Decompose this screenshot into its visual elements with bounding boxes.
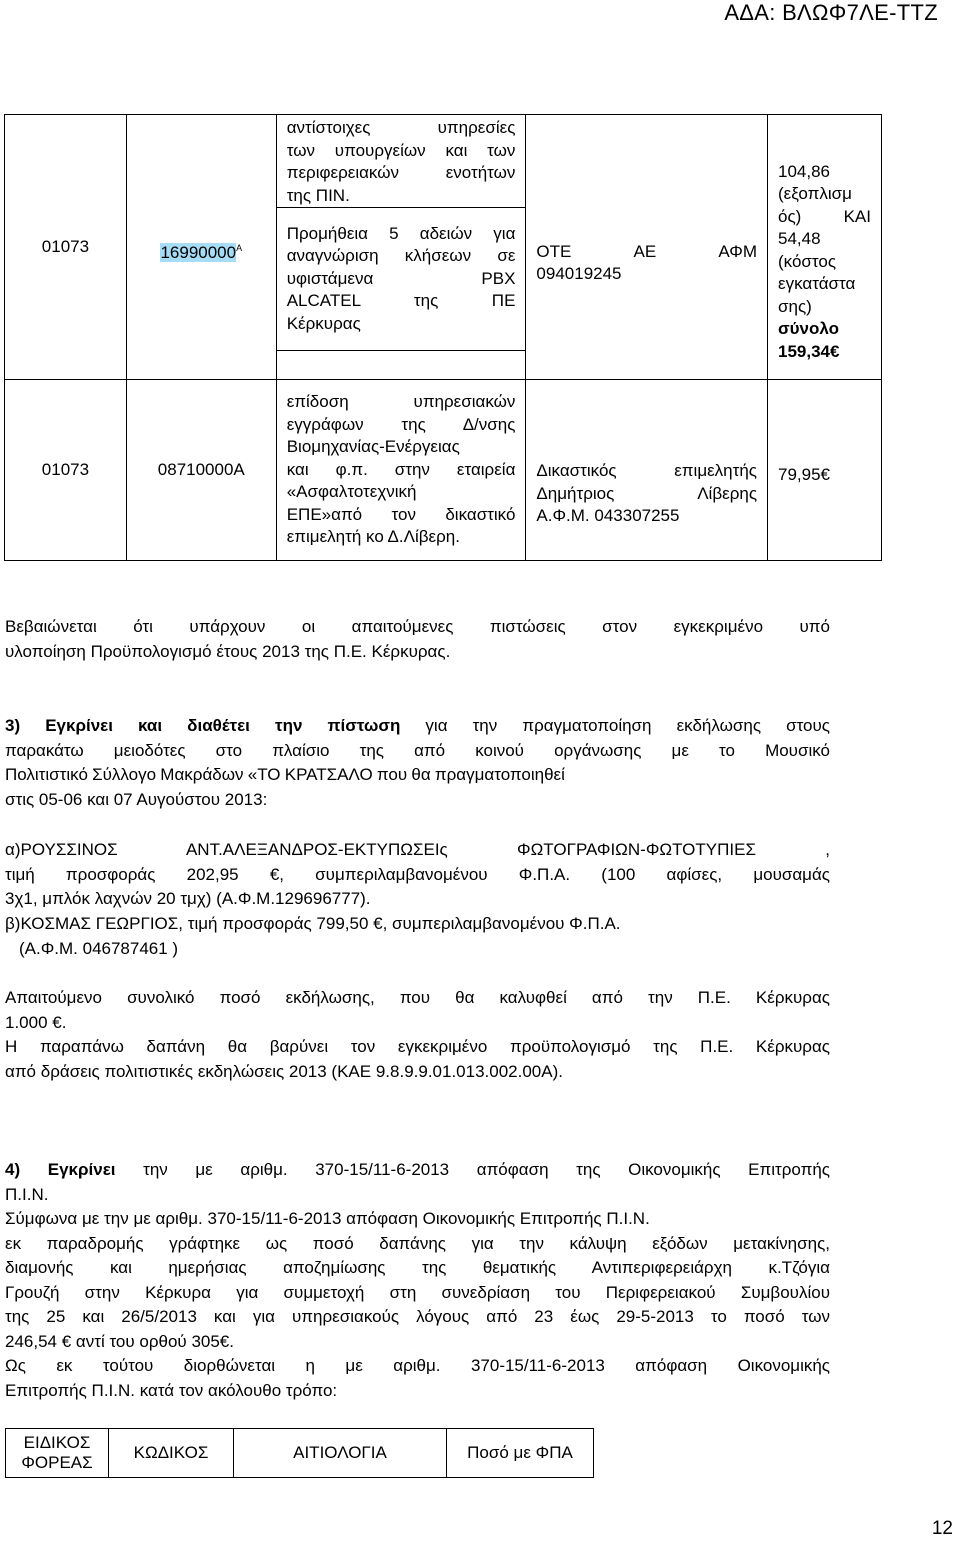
- credits-table: [4, 114, 882, 561]
- ada-header: ΑΔΑ: ΒΛΩΦ7ΛΕ-ΤΤΖ: [724, 0, 938, 25]
- amount-cell: 79,95€: [768, 380, 882, 561]
- decision-4: 4) Εγκρίνει την με αριθμ. 370-15/11-6-2013 απόφαση της Οικονομικής Επιτροπής Π.Ι.Ν. Σύμφωνα με την με αριθμ. 370-15/11-6-2013 απόφαση Οικονομικής Επιτροπής Π.Ι.Ν. εκ παραδρομής γράφτηκε ως ποσό δαπάνης για την κάλυψη εξόδων μετακίνησης, διαμονής και ημερήσιας αποζημίωσης της θεματικής Αντιπεριφερειάρχη κ.Τζόγια Γρουζή στην Κέρκυρα για συμμετοχή στη συνεδρίαση του Περιφερειακού Συμβουλίου της 25 και 26/5/2013 και για υπηρεσιακούς λόγους από 23 έως 29-5-2013 το ποσό των 246,54 € αντί του ορθού 305€. Ως εκ τούτου διορθώνεται η με αριθμ. 370-15/11-6-2013 απόφαση Οικονομικής Επιτροπής Π.Ι.Ν. κατά τον ακόλουθο τρόπο:: [5, 1160, 830, 1400]
- table-row: [5, 380, 882, 561]
- kae-sup: Α: [236, 243, 243, 254]
- description-cell: επίδοση υπηρεσιακών εγγράφων της Δ/νσης Βιομηχανίας-Ενέργειας και φ.π. στην εταιρεία «Ασφαλτοτεχνική ΕΠΕ»από τον δικαστικό επιμελητή κο Δ.Λίβερη.: [276, 380, 526, 561]
- total-cost: Απαιτούμενο συνολικό ποσό εκδήλωσης, που θα καλυφθεί από την Π.Ε. Κέρκυρας 1.000 €. Η παραπάνω δαπάνη θα βαρύνει τον εγκεκριμένο προϋπολογισμό της Π.Ε. Κέρκυρας από δράσεις πολιτιστικές εκδηλώσεις 2013 (ΚΑΕ 9.8.9.9.01.013.002.00Α).: [5, 988, 830, 1081]
- column-header: ΕΙΔΙΚΟΣ ΦΟΡΕΑΣ: [6, 1429, 109, 1478]
- code-cell: 01073: [5, 115, 127, 380]
- supplier-beta: β)ΚΟΣΜΑΣ ΓΕΩΡΓΙΟΣ, τιμή προσφοράς 799,50 €, συμπεριλαμβανομένου Φ.Π.Α. (Α.Φ.Μ. 046787461 ): [5, 914, 621, 958]
- credit-confirmation: Βεβαιώνεται ότι υπάρχουν οι απαιτούμενες πιστώσεις στον εγκεκριμένο υπό υλοποίηση Προϋπολογισμό έτους 2013 της Π.Ε. Κέρκυρας.: [5, 617, 830, 661]
- kae-cell: 08710000Α: [126, 380, 276, 561]
- page-number: 12: [931, 1518, 953, 1539]
- column-header: ΚΩΔΙΚΟΣ: [109, 1429, 234, 1478]
- kae-cell: [126, 115, 276, 380]
- beneficiary-cell: ΟΤΕ ΑΕ ΑΦΜ 094019245: [526, 115, 768, 380]
- column-header: Ποσό με ΦΠΑ: [447, 1429, 594, 1478]
- amount-cell: 104,86 (εξοπλισμ ός) ΚΑΙ 54,48 (κόστος εγκατάστα σης) σύνολο 159,34€: [768, 115, 882, 380]
- code-cell: 01073: [5, 380, 127, 561]
- kae-value: 16990000: [160, 243, 237, 263]
- description-fragment: αντίστοιχες υπηρεσίες των υπουργείων και των περιφερειακών ενοτήτων της ΠΙΝ.: [276, 115, 526, 208]
- table-header-row: [6, 1429, 594, 1478]
- decision-3: 3) Εγκρίνει και διαθέτει την πίστωση για την πραγματοποίηση εκδήλωσης στους παρακάτω μειοδότες στο πλαίσιο της από κοινού οργάνωσης με το Μουσικό Πολιτιστικό Σύλλογο Μακράδων «ΤΟ ΚΡΑΤΣΑΛΟ που θα πραγματοποιηθεί στις 05-06 και 07 Αυγούστου 2013:: [5, 716, 830, 809]
- expense-table: [5, 1428, 594, 1478]
- table-row: [5, 115, 882, 208]
- description-cell: Προμήθεια 5 αδειών για αναγνώριση κλήσεων σε υφιστάμενα PBX ALCATEL της ΠΕ Κέρκυρας: [276, 208, 526, 351]
- beneficiary-cell: Δικαστικός επιμελητής Δημήτριος Λίβερης Α.Φ.Μ. 043307255: [526, 380, 768, 561]
- column-header: ΑΙΤΙΟΛΟΓΙΑ: [234, 1429, 447, 1478]
- supplier-alpha: α)ΡΟΥΣΣΙΝΟΣ ΑΝΤ.ΑΛΕΞΑΝΔΡΟΣ-ΕΚΤΥΠΩΣΕΙς ΦΩΤΟΓΡΑΦΙΩΝ-ΦΩΤΟΤΥΠΙΕΣ , τιμή προσφοράς 202,95 €, συμπεριλαμβανομένου Φ.Π.Α. (100 αφίσες, μουσαμάς 3χ1, μπλόκ λαχνών 20 τμχ) (Α.Φ.Μ.129696777).: [5, 840, 830, 908]
